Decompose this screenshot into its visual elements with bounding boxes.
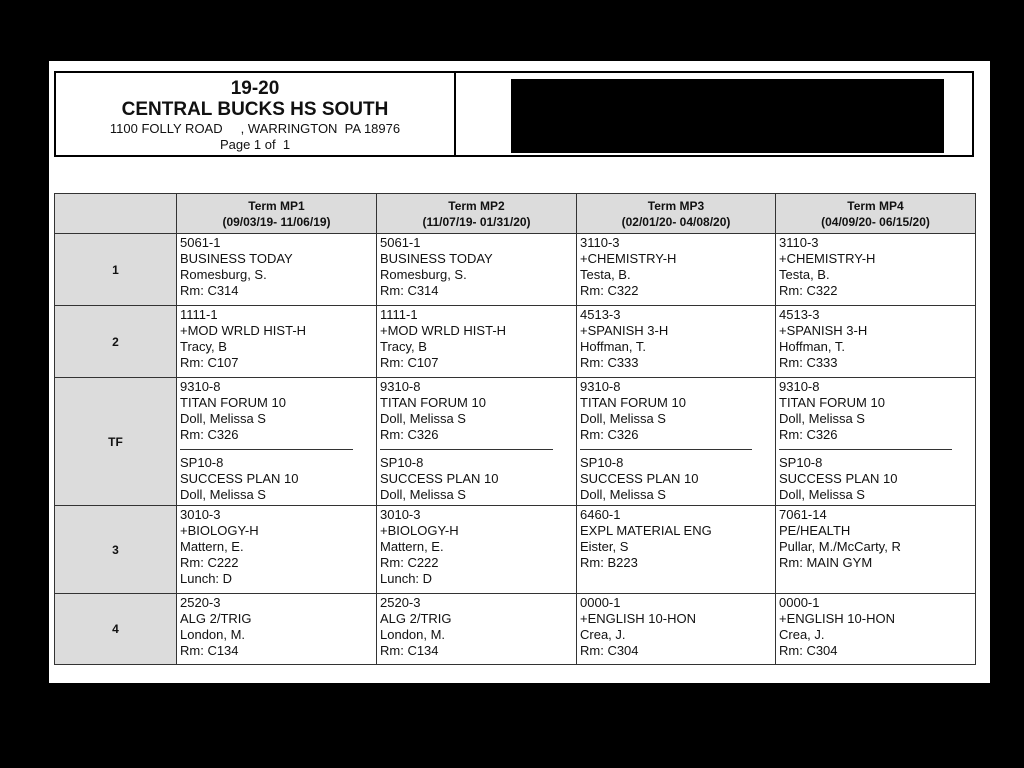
course-block xyxy=(180,455,373,503)
course-code: 0000-1 xyxy=(779,595,820,610)
course-code: SP10-8 xyxy=(180,455,224,470)
course-title: +ENGLISH 10-HON xyxy=(580,611,696,626)
course-code: 3010-3 xyxy=(380,507,421,522)
room: Rm: C322 xyxy=(779,283,838,298)
room: Rm: C222 xyxy=(380,555,439,570)
course-block xyxy=(580,507,772,571)
school-info xyxy=(56,73,456,155)
course-code: 0000-1 xyxy=(580,595,621,610)
term-dates: (04/09/20- 06/15/20) xyxy=(821,214,930,229)
teacher-name: Doll, Melissa S xyxy=(779,411,865,426)
room: Rm: B223 xyxy=(580,555,638,570)
course-block xyxy=(180,235,373,299)
course-divider xyxy=(380,449,553,450)
course-title: +CHEMISTRY-H xyxy=(779,251,876,266)
course-code: 4513-3 xyxy=(580,307,621,322)
course-code: 4513-3 xyxy=(779,307,820,322)
course-title: BUSINESS TODAY xyxy=(180,251,293,266)
course-title: PE/HEALTH xyxy=(779,523,851,538)
schedule-body xyxy=(55,234,976,665)
course-code: 9310-8 xyxy=(380,379,421,394)
schedule-cell xyxy=(776,378,976,506)
lunch: Lunch: D xyxy=(380,571,433,586)
course-divider xyxy=(180,449,353,450)
teacher-name: Tracy, B xyxy=(180,339,227,354)
schedule-header xyxy=(54,71,974,157)
room: Rm: C326 xyxy=(180,427,239,442)
redacted-block xyxy=(511,79,944,153)
course-title: +SPANISH 3-H xyxy=(580,323,669,338)
course-title: +MOD WRLD HIST-H xyxy=(180,323,307,338)
course-block xyxy=(180,595,373,659)
course-divider xyxy=(580,449,752,450)
schedule-cell xyxy=(377,234,577,306)
course-code: 3010-3 xyxy=(180,507,221,522)
course-block xyxy=(779,507,972,571)
course-block xyxy=(380,307,573,371)
term-name: Term MP3 xyxy=(647,198,705,213)
schedule-cell xyxy=(177,234,377,306)
school-name: CENTRAL BUCKS HS SOUTH xyxy=(121,99,389,120)
schedule-cell xyxy=(577,234,776,306)
teacher-name: Testa, B. xyxy=(779,267,830,282)
schedule-cell xyxy=(177,506,377,594)
course-title: +MOD WRLD HIST-H xyxy=(380,323,507,338)
course-code: 9310-8 xyxy=(779,379,820,394)
course-block xyxy=(779,379,972,443)
course-code: 2520-3 xyxy=(180,595,221,610)
room: Rm: C107 xyxy=(380,355,439,370)
teacher-name: Crea, J. xyxy=(779,627,825,642)
term-dates: (09/03/19- 11/06/19) xyxy=(222,214,331,229)
course-title: TITAN FORUM 10 xyxy=(580,395,686,410)
course-title: +ENGLISH 10-HON xyxy=(779,611,895,626)
teacher-name: Romesburg, S. xyxy=(180,267,267,282)
teacher-name: Mattern, E. xyxy=(180,539,244,554)
period-label: 1 xyxy=(55,234,177,306)
schedule-cell xyxy=(577,306,776,378)
teacher-name: Doll, Melissa S xyxy=(580,487,666,502)
schedule-cell xyxy=(577,506,776,594)
course-title: +CHEMISTRY-H xyxy=(580,251,677,266)
school-address: 1100 FOLLY ROAD , WARRINGTON PA 18976 xyxy=(109,121,401,136)
room: Rm: C314 xyxy=(380,283,439,298)
course-code: 5061-1 xyxy=(380,235,421,250)
period-row xyxy=(55,378,976,506)
course-block xyxy=(380,507,573,587)
school-year: 19-20 xyxy=(230,78,280,99)
schedule-page xyxy=(49,61,990,683)
period-label: 4 xyxy=(55,594,177,665)
course-block xyxy=(180,507,373,587)
period-row xyxy=(55,306,976,378)
room: Rm: C304 xyxy=(580,643,639,658)
term-dates: (11/07/19- 01/31/20) xyxy=(422,214,531,229)
teacher-name: Tracy, B xyxy=(380,339,427,354)
course-divider xyxy=(779,449,952,450)
course-block xyxy=(779,455,972,503)
teacher-name: London, M. xyxy=(180,627,246,642)
teacher-name: Doll, Melissa S xyxy=(380,487,466,502)
course-code: 2520-3 xyxy=(380,595,421,610)
period-row xyxy=(55,234,976,306)
teacher-name: London, M. xyxy=(380,627,446,642)
room: Rm: C322 xyxy=(580,283,639,298)
term-header-row xyxy=(55,194,976,234)
course-block xyxy=(580,455,772,503)
page-number: Page 1 of 1 xyxy=(219,137,291,152)
room: Rm: C333 xyxy=(779,355,838,370)
teacher-name: Crea, J. xyxy=(580,627,626,642)
course-block xyxy=(580,595,772,659)
schedule-cell xyxy=(776,506,976,594)
course-title: EXPL MATERIAL ENG xyxy=(580,523,712,538)
schedule-cell xyxy=(577,378,776,506)
period-label: TF xyxy=(55,378,177,506)
schedule-cell xyxy=(776,234,976,306)
course-title: TITAN FORUM 10 xyxy=(779,395,885,410)
term-name: Term MP4 xyxy=(847,198,904,213)
period-row xyxy=(55,594,976,665)
schedule-cell xyxy=(776,306,976,378)
course-code: 6460-1 xyxy=(580,507,621,522)
course-title: SUCCESS PLAN 10 xyxy=(380,471,499,486)
room: Rm: C222 xyxy=(180,555,239,570)
period-label: 3 xyxy=(55,506,177,594)
schedule-cell xyxy=(177,594,377,665)
teacher-name: Hoffman, T. xyxy=(580,339,646,354)
course-title: SUCCESS PLAN 10 xyxy=(180,471,299,486)
schedule-cell xyxy=(377,378,577,506)
course-code: SP10-8 xyxy=(779,455,823,470)
schedule-cell xyxy=(577,594,776,665)
course-title: +BIOLOGY-H xyxy=(180,523,259,538)
schedule-cell xyxy=(377,306,577,378)
term-name: Term MP2 xyxy=(448,198,505,213)
room: Rm: C304 xyxy=(779,643,838,658)
teacher-name: Doll, Melissa S xyxy=(779,487,865,502)
course-title: ALG 2/TRIG xyxy=(180,611,252,626)
schedule-cell xyxy=(177,306,377,378)
course-title: TITAN FORUM 10 xyxy=(380,395,486,410)
schedule-cell xyxy=(776,594,976,665)
period-row xyxy=(55,506,976,594)
course-block xyxy=(180,307,373,371)
course-code: 9310-8 xyxy=(580,379,621,394)
teacher-name: Eister, S xyxy=(580,539,629,554)
course-title: SUCCESS PLAN 10 xyxy=(580,471,699,486)
teacher-name: Doll, Melissa S xyxy=(180,487,266,502)
schedule-table xyxy=(54,193,976,665)
course-code: SP10-8 xyxy=(580,455,624,470)
course-code: 5061-1 xyxy=(180,235,221,250)
course-block xyxy=(180,379,373,443)
schedule-cell xyxy=(377,506,577,594)
course-block xyxy=(380,595,573,659)
course-block xyxy=(779,235,972,299)
course-block xyxy=(380,379,573,443)
course-code: 7061-14 xyxy=(779,507,827,522)
term-dates: (02/01/20- 04/08/20) xyxy=(621,214,731,229)
schedule-cell xyxy=(377,594,577,665)
room: Rm: C314 xyxy=(180,283,239,298)
course-block xyxy=(380,235,573,299)
schedule-cell xyxy=(177,378,377,506)
teacher-name: Hoffman, T. xyxy=(779,339,845,354)
course-block xyxy=(580,235,772,299)
period-label: 2 xyxy=(55,306,177,378)
course-code: 1111-1 xyxy=(180,307,218,322)
room: Rm: C333 xyxy=(580,355,639,370)
room: Rm: MAIN GYM xyxy=(779,555,873,570)
course-block xyxy=(580,379,772,443)
teacher-name: Testa, B. xyxy=(580,267,631,282)
room: Rm: C134 xyxy=(380,643,439,658)
course-block xyxy=(580,307,772,371)
course-block xyxy=(779,307,972,371)
course-title: +SPANISH 3-H xyxy=(779,323,868,338)
teacher-name: Doll, Melissa S xyxy=(380,411,466,426)
teacher-name: Mattern, E. xyxy=(380,539,444,554)
course-title: SUCCESS PLAN 10 xyxy=(779,471,898,486)
term-name: Term MP1 xyxy=(248,198,305,213)
course-block xyxy=(779,595,972,659)
course-code: 1111-1 xyxy=(380,307,418,322)
term-header-mp2 xyxy=(377,194,577,234)
course-title: ALG 2/TRIG xyxy=(380,611,452,626)
lunch: Lunch: D xyxy=(180,571,233,586)
term-header-mp3 xyxy=(577,194,776,234)
corner-cell xyxy=(55,194,177,234)
room: Rm: C326 xyxy=(580,427,639,442)
course-title: TITAN FORUM 10 xyxy=(180,395,286,410)
room: Rm: C326 xyxy=(380,427,439,442)
teacher-name: Doll, Melissa S xyxy=(180,411,266,426)
course-title: +BIOLOGY-H xyxy=(380,523,459,538)
course-code: 3110-3 xyxy=(779,235,819,250)
course-code: 9310-8 xyxy=(180,379,221,394)
course-code: 3110-3 xyxy=(580,235,620,250)
room: Rm: C107 xyxy=(180,355,239,370)
term-header-mp1 xyxy=(177,194,377,234)
course-title: BUSINESS TODAY xyxy=(380,251,493,266)
course-code: SP10-8 xyxy=(380,455,424,470)
room: Rm: C134 xyxy=(180,643,239,658)
teacher-name: Doll, Melissa S xyxy=(580,411,666,426)
room: Rm: C326 xyxy=(779,427,838,442)
course-block xyxy=(380,455,573,503)
term-header-mp4 xyxy=(776,194,976,234)
teacher-name: Romesburg, S. xyxy=(380,267,467,282)
teacher-name: Pullar, M./McCarty, R xyxy=(779,539,901,554)
